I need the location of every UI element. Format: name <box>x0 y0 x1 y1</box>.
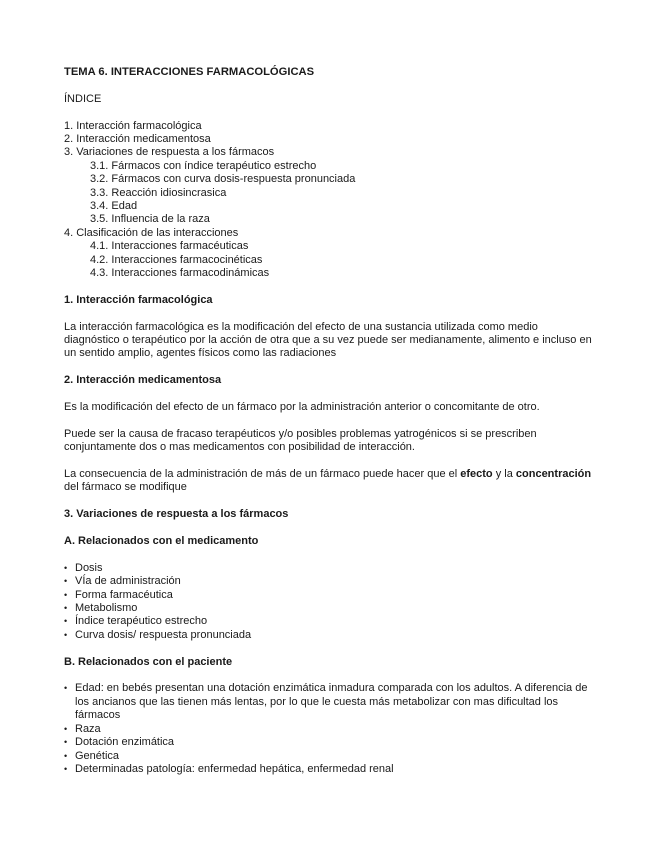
document-content <box>64 66 594 776</box>
index-subitem: 3.2. Fármacos con curva dosis-respuesta pronunciada <box>90 173 356 186</box>
section-heading: 3. Variaciones de respuesta a los fármacos <box>64 508 289 521</box>
paragraph <box>64 468 594 495</box>
index-subitem: 4.3. Interacciones farmacodinámicas <box>90 267 270 280</box>
list-item: • Dotación enzimática <box>64 736 594 749</box>
index-subitem: 4.1. Interacciones farmacéuticas <box>90 240 249 253</box>
list-item: • VÍa de administración <box>64 575 594 588</box>
index-item: 4. Clasificación de las interacciones <box>64 226 239 239</box>
emphasis-text: concentración <box>515 468 592 481</box>
emphasis-text: efecto <box>460 468 493 481</box>
paragraph: La interacción farmacológica es la modificación del efecto de una sustancia utilizada como medio diagnóstico o terapéutico por la acción de otra que a su vez puede ser medianamente, alimento e incluso en un sentido amplio, agentes físicos como las radiaciones <box>64 320 592 360</box>
subsection-heading: B. Relacionados con el paciente <box>64 655 233 668</box>
list-item: • Forma farmacéutica <box>64 589 594 602</box>
list-item: • Curva dosis/ respuesta pronunciada <box>64 629 594 642</box>
list-item: • Genética <box>64 750 594 763</box>
index-subitem: 3.4. Edad <box>90 200 138 213</box>
list-item: • Edad: en bebés presentan una dotación enzimática inmadura comparada con los adultos. A diferencia de los ancianos que las tienen más lentas, por lo que le cuesta más metabolizar con mas dificultad los fármacos <box>64 682 594 722</box>
index-subitem: 3.3. Reacción idiosincrasica <box>90 186 227 199</box>
index-subitem: 4.2. Interacciones farmacocinéticas <box>90 253 263 266</box>
index-heading: ÍNDICE <box>64 92 102 105</box>
paragraph: Puede ser la causa de fracaso terapéuticos y/o posibles problemas yatrogénicos si se prescriben conjuntamente dos o mas medicamentos con posibilidad de interacción. <box>64 427 537 454</box>
paragraph: Es la modificación del efecto de un fármaco por la administración anterior o concomitante de otro. <box>64 401 540 414</box>
list-item: • Dosis <box>64 562 594 575</box>
index-item: 2. Interacción medicamentosa <box>64 133 211 145</box>
list-item: • Determinadas patología: enfermedad hepática, enfermedad renal <box>64 763 594 776</box>
index-item: 3. Variaciones de respuesta a los fármacos <box>64 146 275 159</box>
text-run: del fármaco se modifique <box>64 481 187 494</box>
subsection-heading: A. Relacionados con el medicamento <box>64 535 259 548</box>
table-of-contents <box>64 120 594 281</box>
bullet-list <box>64 682 594 776</box>
text-run: La consecuencia de la administración de más de un fármaco puede hacer que el <box>64 468 461 481</box>
list-item: • Índice terapéutico estrecho <box>64 615 594 628</box>
text-run: y la <box>492 468 516 481</box>
list-item: • Raza <box>64 723 594 736</box>
bullet-list <box>64 562 594 642</box>
index-subitem: 3.5. Influencia de la raza <box>90 213 210 226</box>
list-item: • Metabolismo <box>64 602 594 615</box>
index-subitem: 3.1. Fármacos con índice terapéutico estrecho <box>90 159 317 172</box>
index-item: 1. Interacción farmacológica <box>64 119 202 132</box>
section-heading: 2. Interacción medicamentosa <box>64 374 222 387</box>
page-title: TEMA 6. INTERACCIONES FARMACOLÓGICAS <box>64 66 315 78</box>
section-heading: 1. Interacción farmacológica <box>64 293 213 306</box>
